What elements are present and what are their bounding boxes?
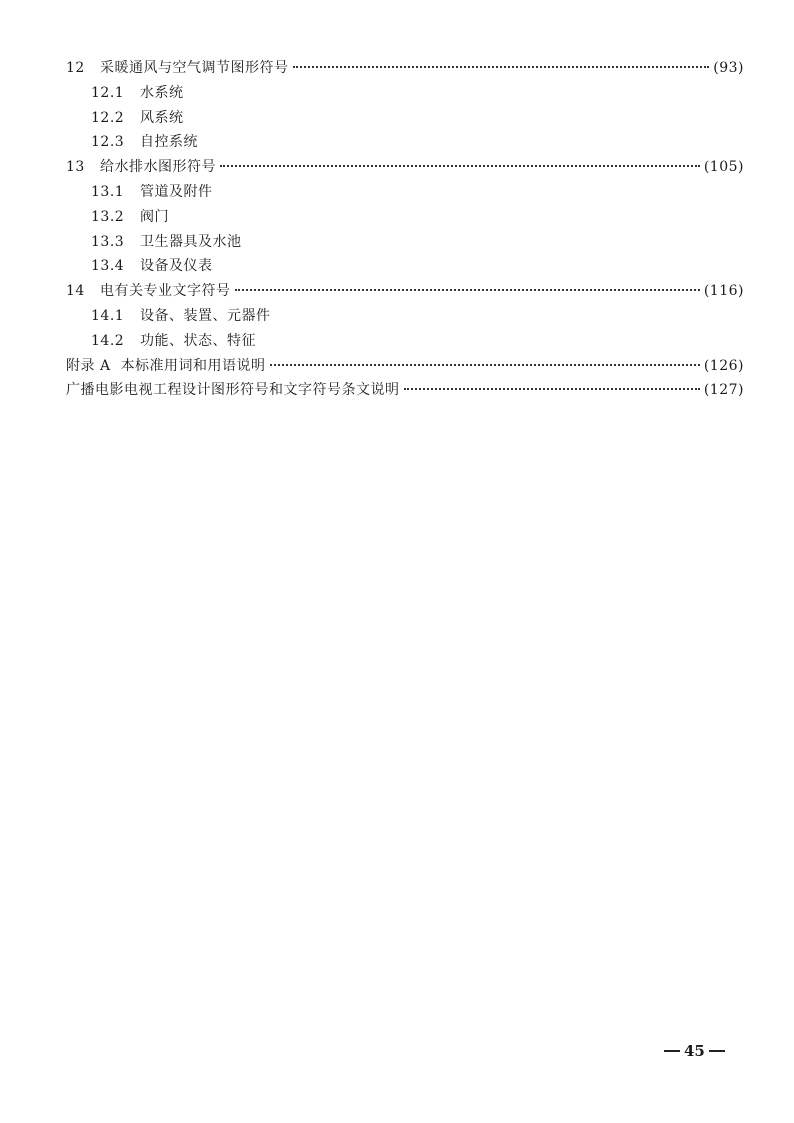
dash-left bbox=[664, 1050, 680, 1052]
toc-title: 功能、状态、特征 bbox=[140, 332, 256, 349]
toc-page-number: (105) bbox=[703, 159, 744, 176]
toc-subentry-12-2[interactable] bbox=[66, 106, 744, 131]
page-number: 45 bbox=[684, 1042, 705, 1060]
toc-subentry-13-1[interactable] bbox=[66, 180, 744, 205]
table-of-contents bbox=[66, 56, 744, 403]
toc-title: 水系统 bbox=[140, 84, 184, 101]
toc-title: 设备及仪表 bbox=[140, 258, 213, 275]
toc-title: 自控系统 bbox=[140, 134, 198, 151]
toc-title: 风系统 bbox=[140, 109, 184, 126]
dot-leader bbox=[404, 388, 700, 390]
toc-number: 附录 A bbox=[66, 357, 111, 374]
toc-subentry-14-1[interactable] bbox=[66, 304, 744, 329]
toc-page-number: (126) bbox=[703, 357, 744, 374]
toc-title: 管道及附件 bbox=[140, 183, 213, 200]
toc-number: 12 bbox=[66, 60, 85, 76]
toc-subentry-13-2[interactable] bbox=[66, 205, 744, 230]
toc-number: 12.1 bbox=[91, 84, 125, 101]
toc-number: 13.2 bbox=[91, 208, 125, 225]
dot-leader bbox=[235, 289, 700, 291]
toc-number: 13 bbox=[66, 159, 85, 176]
toc-entry-13[interactable] bbox=[66, 155, 744, 180]
toc-title: 卫生器具及水池 bbox=[140, 233, 242, 250]
toc-number: 12.2 bbox=[91, 109, 125, 126]
toc-subentry-14-2[interactable] bbox=[66, 329, 744, 354]
toc-page-number: (116) bbox=[703, 283, 744, 300]
toc-number: 14.2 bbox=[91, 332, 125, 349]
toc-entry-12[interactable] bbox=[66, 56, 744, 81]
dash-right bbox=[709, 1050, 725, 1052]
toc-number: 13.1 bbox=[91, 183, 125, 200]
toc-number: 13.3 bbox=[91, 233, 125, 250]
toc-number: 14.1 bbox=[91, 307, 125, 324]
toc-subentry-13-3[interactable] bbox=[66, 230, 744, 255]
toc-title: 广播电影电视工程设计图形符号和文字符号条文说明 bbox=[66, 382, 400, 399]
toc-entry-14[interactable] bbox=[66, 279, 744, 304]
toc-title: 给水排水图形符号 bbox=[100, 159, 216, 176]
toc-title: 电有关专业文字符号 bbox=[100, 283, 231, 300]
toc-number: 13.4 bbox=[91, 258, 125, 275]
toc-subentry-12-1[interactable] bbox=[66, 81, 744, 106]
toc-page-number: (127) bbox=[703, 382, 744, 399]
toc-number: 12.3 bbox=[91, 134, 125, 151]
dot-leader bbox=[220, 165, 700, 167]
toc-title: 采暖通风与空气调节图形符号 bbox=[100, 60, 289, 76]
dot-leader bbox=[270, 364, 700, 366]
toc-entry-appendix-a[interactable] bbox=[66, 354, 744, 379]
page-footer bbox=[660, 1042, 729, 1060]
dot-leader bbox=[293, 66, 710, 68]
toc-title: 本标准用词和用语说明 bbox=[120, 357, 266, 374]
toc-page-number: (93) bbox=[713, 60, 744, 76]
toc-title: 设备、装置、元器件 bbox=[140, 307, 271, 324]
toc-title: 阀门 bbox=[140, 208, 169, 225]
toc-entry-explanation[interactable] bbox=[66, 378, 744, 403]
toc-number: 14 bbox=[66, 283, 85, 300]
toc-subentry-12-3[interactable] bbox=[66, 130, 744, 155]
toc-subentry-13-4[interactable] bbox=[66, 254, 744, 279]
